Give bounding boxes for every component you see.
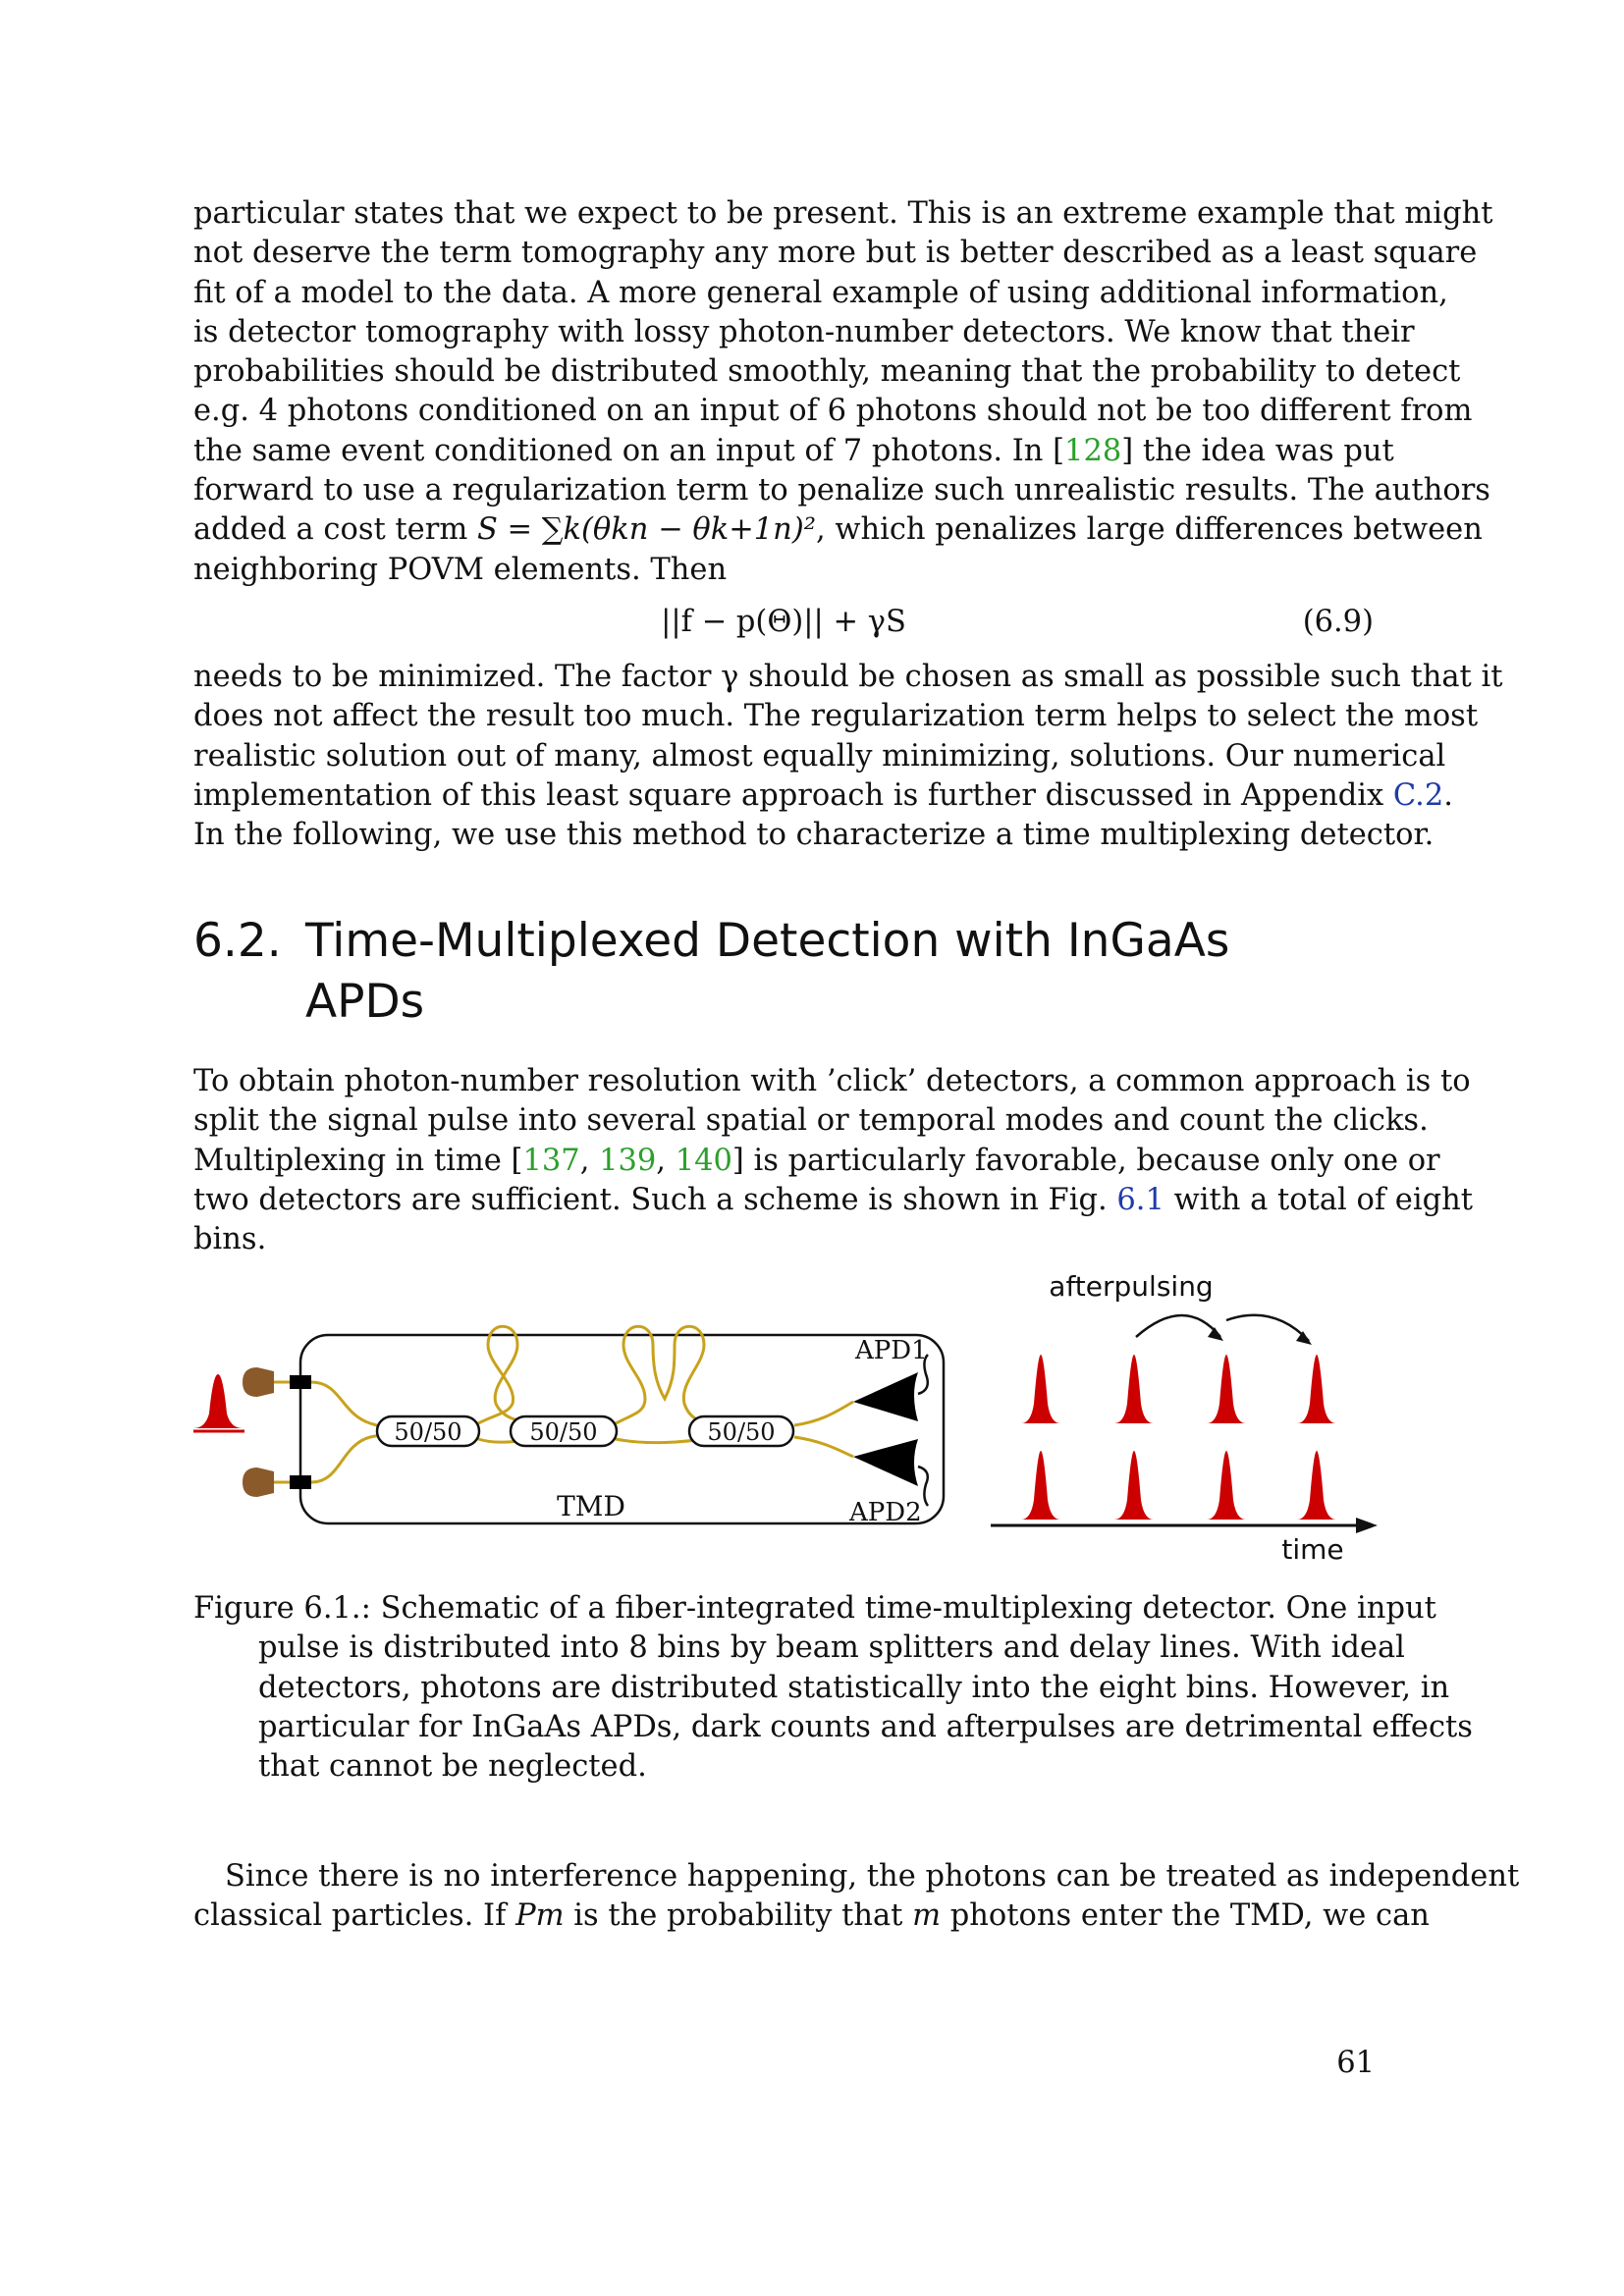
fiber (311, 1382, 390, 1429)
afterpulse-arrow (1226, 1315, 1309, 1341)
paragraph-1 (193, 194, 1493, 590)
fiber-coupler-top (243, 1367, 274, 1397)
text-line: fit of a model to the data. A more general example of using additional information, (193, 275, 1448, 310)
apd2-label: APD2 (849, 1498, 922, 1527)
inline-math: S = ∑k(θkn − θk+1n)² (476, 512, 816, 548)
apd1-pulse (1297, 1355, 1336, 1423)
inline-math: m (912, 1898, 942, 1934)
caption-line: pulse is distributed into 8 bins by beam splitters and delay lines. With ideal (258, 1630, 1405, 1666)
citation-link[interactable]: 137 (522, 1143, 580, 1178)
text-line: e.g. 4 photons conditioned on an input of 6 photons should not be too different from (193, 394, 1473, 429)
fiber-coupler-bottom (243, 1468, 274, 1497)
tmd-label: TMD (557, 1490, 625, 1522)
figure-6-1 (193, 1266, 1381, 1580)
fiber-port (290, 1475, 311, 1489)
text-line: Multiplexing in time [137, 139, 140] is particularly favorable, because only one or (193, 1143, 1440, 1178)
text-line: forward to use a regularization term to penalize such unrealistic results. The authors (193, 473, 1490, 508)
caption-line: particular for InGaAs APDs, dark counts and afterpulses are detrimental effects (258, 1709, 1473, 1744)
paragraph-4 (193, 1857, 1520, 1937)
text-line: particular states that we expect to be present. This is an extreme example that might (193, 196, 1493, 231)
fiber (794, 1437, 853, 1457)
section-title: Time-Multiplexed Detection with InGaAs APDs (305, 914, 1230, 1029)
text-line: is detector tomography with lossy photon-number detectors. We know that their (193, 314, 1415, 349)
text-line: In the following, we use this method to characterize a time multiplexing detector. (193, 818, 1435, 853)
text-line: does not affect the result too much. The regularization term helps to select the most (193, 699, 1479, 734)
splitter-label: 50/50 (529, 1418, 598, 1446)
fiber-port (290, 1375, 311, 1389)
section-number: 6.2. (193, 914, 282, 968)
text-line: To obtain photon-number resolution with ’click’ detectors, a common approach is to (193, 1064, 1471, 1098)
figure-link[interactable]: 6.1 (1116, 1182, 1164, 1217)
apd1-pulse (1207, 1355, 1246, 1423)
appendix-link[interactable]: C.2 (1392, 777, 1444, 813)
time-label: time (1281, 1533, 1344, 1566)
text-line: the same event conditioned on an input of 7 photons. In [128] the idea was put (193, 433, 1394, 468)
paragraph-2 (193, 658, 1503, 855)
apd2-detector-icon (853, 1439, 918, 1486)
caption-line: that cannot be neglected. (258, 1749, 647, 1785)
input-pulse (193, 1374, 243, 1428)
citation-link[interactable]: 139 (599, 1143, 657, 1178)
page-number: 61 (1336, 2046, 1375, 2080)
apd2-pulse (1207, 1451, 1246, 1520)
equation-number: (6.9) (1302, 605, 1374, 639)
splitter-label: 50/50 (707, 1418, 776, 1446)
arrow-head (1208, 1327, 1223, 1341)
apd1-label: APD1 (855, 1336, 928, 1365)
arrow-head (1296, 1331, 1312, 1345)
afterpulse-arrow (1136, 1315, 1220, 1337)
apd2-pulse (1114, 1451, 1154, 1520)
text-line: needs to be minimized. The factor γ should be chosen as small as possible such that it (193, 660, 1503, 694)
time-axis-arrow-head (1356, 1518, 1378, 1533)
equation-6-9 (193, 605, 1374, 648)
splitter-label: 50/50 (394, 1418, 462, 1446)
caption-line: Figure 6.1.: Schematic of a fiber-integrated time-multiplexing detector. One input (193, 1591, 1436, 1626)
text-line: bins. (193, 1222, 267, 1257)
citation-link[interactable]: 128 (1064, 433, 1122, 468)
apd1-pulse (1021, 1355, 1060, 1423)
citation-link[interactable]: 140 (675, 1143, 732, 1178)
apd2-pulse (1297, 1451, 1336, 1520)
text-line: not deserve the term tomography any more but is better described as a least square (193, 236, 1478, 271)
text-line: neighboring POVM elements. Then (193, 552, 728, 587)
text-line: two detectors are sufficient. Such a scheme is shown in Fig. 6.1 with a total of eight (193, 1182, 1474, 1217)
text-line: implementation of this least square approach is further discussed in Appendix C.2. (193, 777, 1453, 813)
text-line: classical particles. If Pm is the probability that m photons enter the TMD, we can (193, 1898, 1430, 1934)
fiber (616, 1326, 714, 1425)
afterpulsing-label: afterpulsing (1049, 1270, 1214, 1303)
apd1-detector-icon (853, 1372, 918, 1421)
text-line: Since there is no interference happening, the photons can be treated as independent (225, 1859, 1520, 1894)
apd1-pulse (1114, 1355, 1154, 1423)
equation-body: ||f − p(Θ)|| + γS (661, 605, 906, 639)
fiber (794, 1402, 853, 1425)
text-line: probabilities should be distributed smoothly, meaning that the probability to detect (193, 354, 1461, 390)
figure-caption (193, 1589, 1473, 1787)
paragraph-3 (193, 1062, 1474, 1259)
caption-line: detectors, photons are distributed statistically into the eight bins. However, in (258, 1670, 1450, 1705)
text-line: split the signal pulse into several spatial or temporal modes and count the clicks. (193, 1103, 1429, 1139)
text-line: realistic solution out of many, almost equally minimizing, solutions. Our numerical (193, 738, 1446, 774)
fiber (478, 1326, 537, 1423)
text-line: added a cost term S = ∑k(θkn − θk+1n)², which penalizes large differences between (193, 512, 1483, 548)
inline-math: Pm (515, 1898, 565, 1934)
apd2-pulse (1021, 1451, 1060, 1520)
fiber (311, 1433, 390, 1482)
